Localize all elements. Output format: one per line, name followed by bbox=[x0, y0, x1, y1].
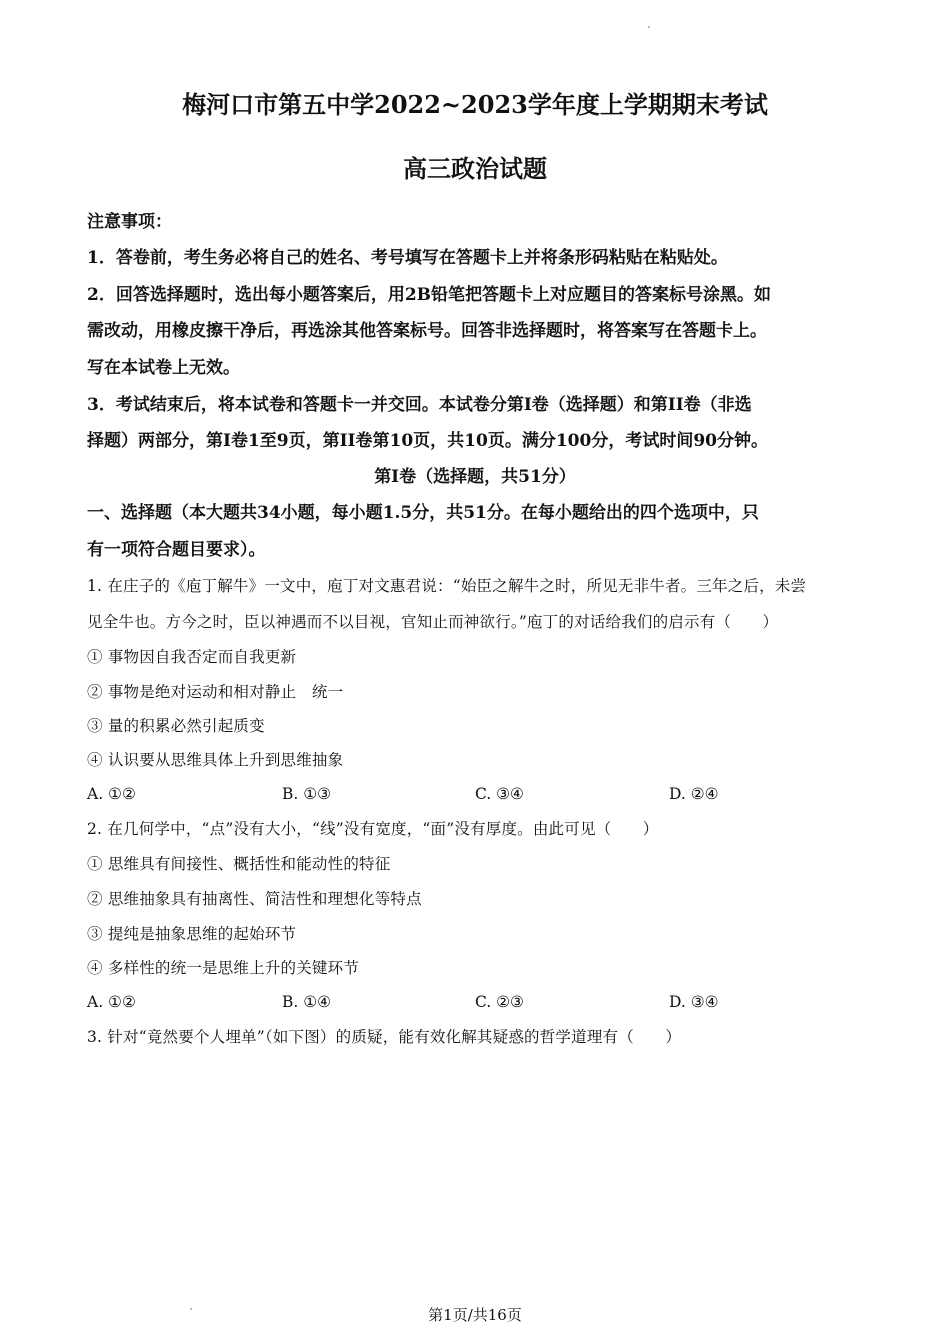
question-2-item: ④ 多样性的统一是思维上升的关键环节 bbox=[87, 959, 360, 977]
notice-heading: 注意事项： bbox=[87, 212, 172, 232]
question-1-option-a: A. ①② bbox=[87, 785, 136, 803]
question-1-item: ③ 量的积累必然引起质变 bbox=[87, 717, 265, 735]
part1-title: 第Ⅰ卷（选择题，共51分） bbox=[374, 467, 576, 487]
notice-line: 3．考试结束后，将本试卷和答题卡一并交回。本试卷分第Ⅰ卷（选择题）和第II卷（非选 bbox=[87, 395, 752, 415]
question-1-item: ④ 认识要从思维具体上升到思维抽象 bbox=[87, 751, 344, 769]
question-2-option-b: B. ①④ bbox=[282, 993, 332, 1011]
scan-speck bbox=[648, 26, 650, 28]
question-2-stem: 2. 在几何学中，“点”没有大小，“线”没有宽度，“面”没有厚度。由此可见（ ） bbox=[87, 820, 659, 838]
notice-line: 写在本试卷上无效。 bbox=[87, 358, 240, 378]
question-2-option-c: C. ②③ bbox=[475, 993, 524, 1011]
notice-line: 1．答卷前，考生务必将自己的姓名、考号填写在答题卡上并将条形码粘贴在粘贴处。 bbox=[87, 248, 728, 268]
question-1-option-b: B. ①③ bbox=[282, 785, 332, 803]
question-3-stem: 3. 针对“竟然要个人埋单”（如下图）的质疑，能有效化解其疑惑的哲学道理有（ ） bbox=[87, 1028, 682, 1046]
question-1-item: ① 事物因自我否定而自我更新 bbox=[87, 648, 297, 666]
exam-title: 梅河口市第五中学2022~2023学年度上学期期末考试 bbox=[182, 90, 768, 119]
page-number: 第1页/共16页 bbox=[428, 1306, 522, 1324]
notice-line: 2．回答选择题时，选出每小题答案后，用2B铅笔把答题卡上对应题目的答案标号涂黑。如 bbox=[87, 285, 772, 305]
question-2-item: ③ 提纯是抽象思维的起始环节 bbox=[87, 925, 297, 943]
section-heading: 一、选择题（本大题共34小题，每小题1.5分，共51分。在每小题给出的四个选项中，只 bbox=[87, 503, 759, 523]
question-2-option-d: D. ③④ bbox=[669, 993, 719, 1011]
question-2-item: ② 思维抽象具有抽离性、简洁性和理想化等特点 bbox=[87, 890, 422, 908]
question-1-item: ② 事物是绝对运动和相对静止 统一 bbox=[87, 683, 344, 701]
question-1-stem: 见全牛也。方今之时，臣以神遇而不以目视，官知止而神欲行。”庖丁的对话给我们的启示有（ ） bbox=[87, 613, 779, 631]
section-heading: 有一项符合题目要求）。 bbox=[87, 540, 266, 560]
notice-line: 择题）两部分，第Ⅰ卷1至9页，第II卷第10页，共10页。满分100分，考试时间90分钟。 bbox=[87, 431, 768, 451]
question-1-stem: 1. 在庄子的《庖丁解牛》一文中，庖丁对文惠君说：“始臣之解牛之时，所见无非牛者。三年之后，未尝 bbox=[87, 577, 807, 595]
question-1-option-c: C. ③④ bbox=[475, 785, 524, 803]
exam-subtitle: 高三政治试题 bbox=[403, 154, 547, 183]
question-2-item: ① 思维具有间接性、概括性和能动性的特征 bbox=[87, 855, 391, 873]
question-2-option-a: A. ①② bbox=[87, 993, 136, 1011]
question-1-option-d: D. ②④ bbox=[669, 785, 719, 803]
notice-line: 需改动，用橡皮擦干净后，再选涂其他答案标号。回答非选择题时，将答案写在答题卡上。 bbox=[87, 321, 767, 341]
